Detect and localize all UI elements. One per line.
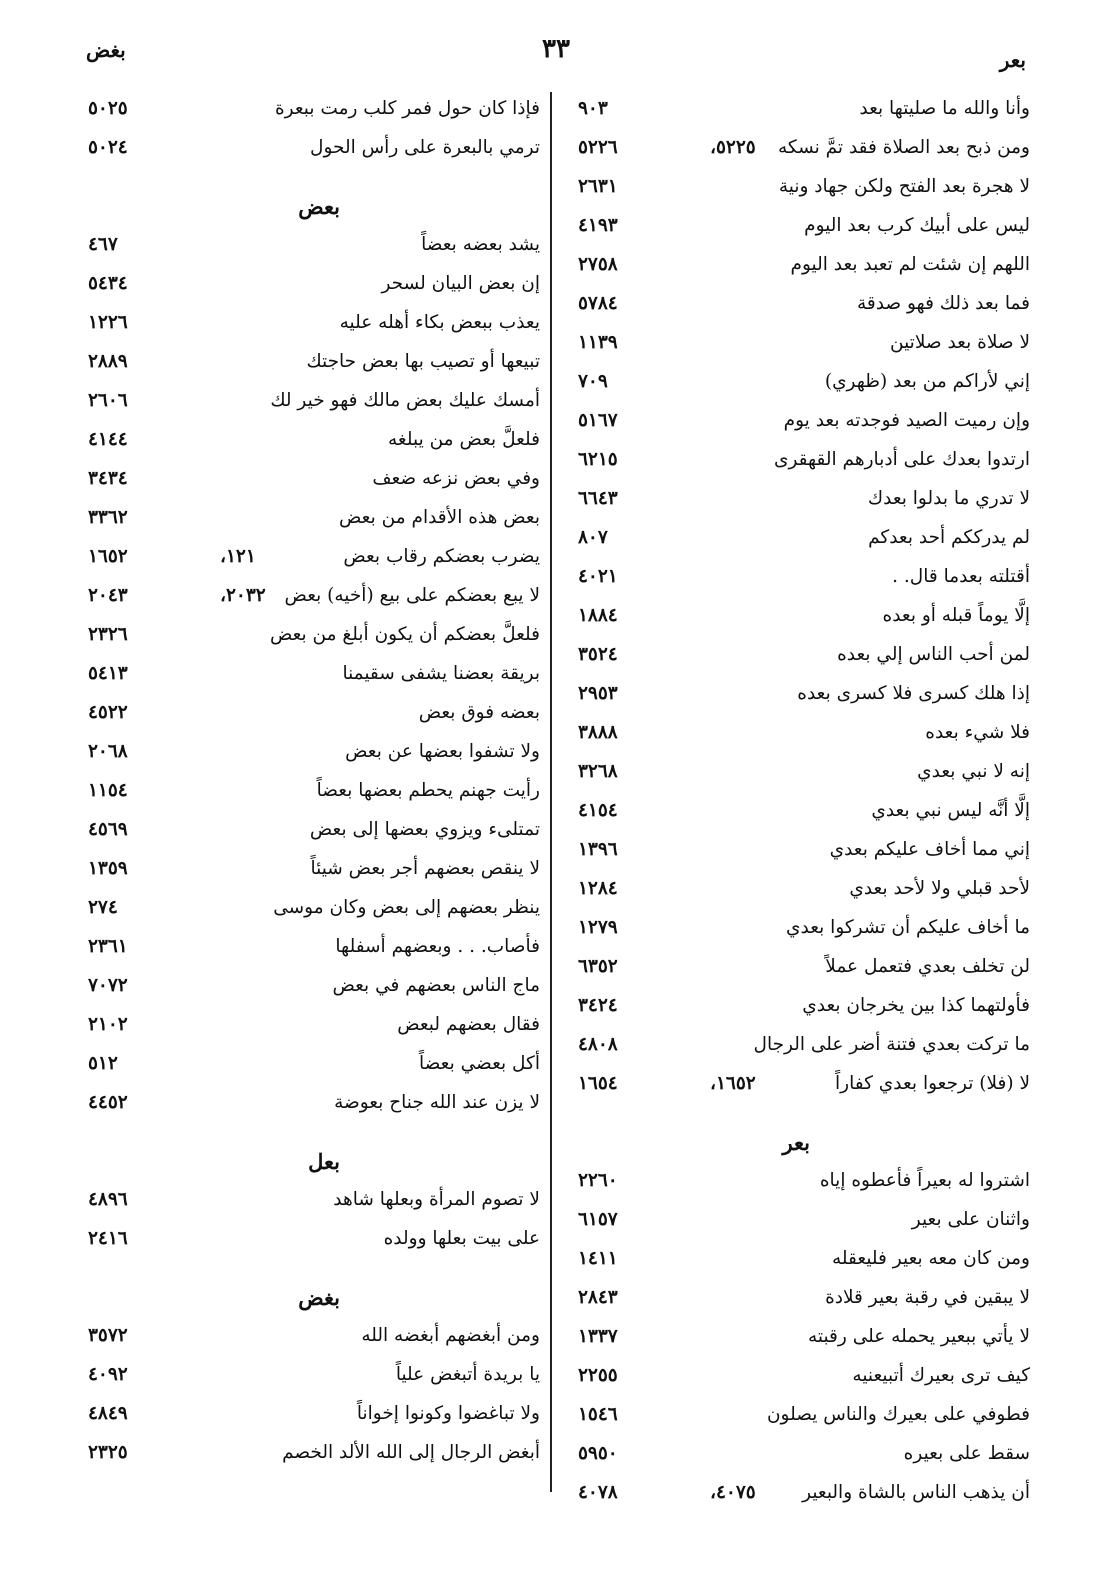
index-entry [570, 133, 1030, 172]
entry-text: إلَّا يوماً قبله أو بعده [882, 605, 1030, 626]
index-entry [80, 425, 540, 464]
index-entry [570, 718, 1030, 757]
entry-hadith-number: ٥٤١٣ [88, 663, 128, 684]
entry-text: بريقة بعضنا يشفى سقيمنا [342, 663, 540, 684]
entry-text: أمسك عليك بعض مالك فهو خير لك [270, 390, 540, 411]
entry-text: سقط على بعيره [903, 1443, 1030, 1464]
entry-text: ارتدوا بعدك على أدبارهم القهقرى [773, 449, 1030, 470]
entry-hadith-number: ٢٢٥٥ [578, 1365, 618, 1386]
index-entry [570, 1361, 1030, 1400]
entry-text: اشتروا له بعيراً فأعطوه إياه [819, 1170, 1030, 1191]
entry-hadith-number: ٤٨٩٦ [88, 1189, 128, 1210]
index-entry [570, 211, 1030, 250]
entry-text: لا ينقص بعضهم أجر بعض شيئاً [310, 858, 540, 879]
entry-hadith-number: ٥٠٢٥ [88, 98, 128, 119]
entry-hadith-number: ٣٥٧٢ [88, 1325, 128, 1346]
index-entry [80, 581, 540, 620]
index-entry [80, 854, 540, 893]
index-entry [570, 406, 1030, 445]
entry-text: فقال بعضهم لبعض [397, 1014, 540, 1035]
entry-hadith-number: ٤٨٠٨ [578, 1034, 618, 1055]
index-entry [570, 640, 1030, 679]
right-column [570, 94, 1030, 1517]
entry-hadith-number: ٥١٦٧ [578, 410, 618, 431]
entry-hadith-number: ١٨٨٤ [578, 605, 618, 626]
section-gap [80, 1263, 540, 1277]
entry-text: لا يبع بعضكم على بيع (أخيه) بعض [284, 585, 540, 606]
entry-hadith-number: ٢٣٦١ [88, 936, 128, 957]
entry-hadith-number: ٢٨٤٣ [578, 1287, 618, 1308]
index-entry [80, 971, 540, 1010]
index-entry [570, 1400, 1030, 1439]
entry-text: لا صلاة بعد صلاتين [890, 332, 1030, 353]
index-entry [80, 659, 540, 698]
index-entry [80, 932, 540, 971]
entry-hadith-number: ٣٨٨٨ [578, 722, 618, 743]
entry-hadith-number: ٢٧٥٨ [578, 254, 618, 275]
entry-text: يا بريدة أتبغض علياً [395, 1364, 540, 1385]
index-entry [570, 1244, 1030, 1283]
index-entry [570, 601, 1030, 640]
entry-hadith-number: ٢٣٢٦ [88, 624, 128, 645]
entry-extra-number: ١٢١، [220, 546, 256, 567]
entry-text: لا (فلا) ترجعوا بعدي كفاراً [835, 1073, 1030, 1094]
index-entry [80, 1185, 540, 1224]
index-entry [80, 542, 540, 581]
entry-text: على بيت بعلها وولده [383, 1228, 540, 1249]
index-entry [80, 464, 540, 503]
entry-hadith-number: ١٦٥٢ [88, 546, 128, 567]
entry-text: ما أخاف عليكم أن تشركوا بعدي [786, 917, 1030, 938]
entry-text: ترمي بالبعرة على رأس الحول [310, 137, 540, 158]
entry-hadith-number: ٤١٥٤ [578, 800, 618, 821]
entry-hadith-number: ٥٠٢٤ [88, 137, 128, 158]
entry-text: لأحد قبلي ولا لأحد بعدي [849, 878, 1030, 899]
index-entry [80, 308, 540, 347]
entry-text: لا يبقين في رقبة بعير قلادة [825, 1287, 1030, 1308]
entry-hadith-number: ٢٣٢٥ [88, 1442, 128, 1463]
entry-text: فلعلَّ بعض من يبلغه [388, 429, 540, 450]
entry-hadith-number: ٦٣٥٢ [578, 956, 618, 977]
section-heading [80, 1141, 540, 1185]
index-entry [80, 1360, 540, 1399]
entry-hadith-number: ١١٣٩ [578, 332, 618, 353]
entry-text: كيف ترى بعيرك أتبيعنيه [852, 1365, 1030, 1386]
entry-hadith-number: ١٢٨٤ [578, 878, 618, 899]
index-entry [570, 367, 1030, 406]
header-left-keyword: بغض [86, 38, 126, 62]
index-entry [80, 503, 540, 542]
entry-text: لا تصوم المرأة وبعلها شاهد [333, 1189, 540, 1210]
entry-extra-number: ٢٠٣٢، [220, 585, 266, 606]
entry-hadith-number: ٢٦٠٦ [88, 390, 128, 411]
entry-text: إلَّا أنَّه ليس نبي بعدي [871, 800, 1030, 821]
section-gap [80, 1127, 540, 1141]
entry-text: وإن رميت الصيد فوجدته بعد يوم [783, 410, 1030, 431]
index-entry [570, 1322, 1030, 1361]
entry-text: فطوفي على بعيرك والناس يصلون [766, 1404, 1030, 1425]
entry-text: أقتلته بعدما قال. . [892, 566, 1030, 587]
entry-text: اللهم إن شئت لم تعبد بعد اليوم [790, 254, 1030, 275]
index-entry [80, 133, 540, 172]
section-heading-label: بعض [298, 194, 340, 219]
column-divider [550, 92, 552, 1492]
index-entry [570, 1439, 1030, 1478]
entry-text: بعضه فوق بعض [418, 702, 540, 723]
index-entry [570, 328, 1030, 367]
entry-text: لا تدري ما بدلوا بعدك [867, 488, 1030, 509]
index-entry [570, 835, 1030, 874]
entry-hadith-number: ١٤١١ [578, 1248, 618, 1269]
index-entry [570, 913, 1030, 952]
index-entry [80, 269, 540, 308]
left-column [80, 94, 540, 1477]
entry-text: واثنان على بعير [911, 1209, 1030, 1230]
index-entry [570, 445, 1030, 484]
entry-hadith-number: ١٥٤٦ [578, 1404, 618, 1425]
entry-extra-number: ٤٠٧٥، [710, 1482, 756, 1503]
entry-text: ولا تشفوا بعضها عن بعض [345, 741, 540, 762]
index-entry [570, 250, 1030, 289]
index-entry [570, 1166, 1030, 1205]
index-entry [80, 1399, 540, 1438]
entry-hadith-number: ٤٥٢٢ [88, 702, 128, 723]
entry-hadith-number: ٦٢١٥ [578, 449, 618, 470]
index-entry [80, 815, 540, 854]
entry-hadith-number: ٣٤٢٤ [578, 995, 618, 1016]
index-entry [570, 991, 1030, 1030]
entry-hadith-number: ٣٣٦٢ [88, 507, 128, 528]
entry-hadith-number: ٢٦٣١ [578, 176, 618, 197]
entry-text: تبيعها أو تصيب بها بعض حاجتك [306, 351, 540, 372]
entry-hadith-number: ٤٨٤٩ [88, 1403, 128, 1424]
index-entry [80, 737, 540, 776]
entry-text: ماج الناس بعضهم في بعض [332, 975, 540, 996]
entry-text: إن بعض البيان لسحر [381, 273, 540, 294]
entry-hadith-number: ٢٩٥٣ [578, 683, 618, 704]
index-entry [570, 1205, 1030, 1244]
index-entry [80, 386, 540, 425]
entry-text: أن يذهب الناس بالشاة والبعير [802, 1482, 1030, 1503]
entry-text: ليس على أبيك كرب بعد اليوم [804, 215, 1030, 236]
index-entry [570, 1283, 1030, 1322]
entry-text: فإذا كان حول فمر كلب رمت ببعرة [274, 98, 540, 119]
entry-hadith-number: ٨٠٧ [578, 527, 608, 548]
index-entry [80, 1438, 540, 1477]
entry-hadith-number: ١٢٧٩ [578, 917, 618, 938]
entry-hadith-number: ٥٤٣٤ [88, 273, 128, 294]
page-number: ٣٣ [542, 34, 570, 64]
entry-text: إنه لا نبي بعدي [917, 761, 1030, 782]
entry-text: تمتلىء ويزوي بعضها إلى بعض [309, 819, 540, 840]
entry-hadith-number: ٣٢٦٨ [578, 761, 618, 782]
section-gap [570, 1108, 1030, 1122]
entry-text: ومن أبغضهم أبغضه الله [361, 1325, 540, 1346]
entry-text: فلعلَّ بعضكم أن يكون أبلغ من بعض [269, 624, 540, 645]
entry-text: ومن كان معه بعير فليعقله [832, 1248, 1030, 1269]
entry-text: وفي بعض نزعه ضعف [372, 468, 540, 489]
entry-hadith-number: ٢١٠٢ [88, 1014, 128, 1035]
entry-hadith-number: ٥٢٢٦ [578, 137, 618, 158]
entry-hadith-number: ١١٥٤ [88, 780, 128, 801]
entry-hadith-number: ٢٠٤٣ [88, 585, 128, 606]
section-heading-label: بغض [298, 1285, 340, 1310]
index-entry [80, 1049, 540, 1088]
index-entry [570, 1478, 1030, 1517]
entry-text: أكل بعضي بعضاً [418, 1053, 540, 1074]
index-entry [80, 893, 540, 932]
entry-hadith-number: ٣٥٢٤ [578, 644, 618, 665]
index-entry [80, 698, 540, 737]
entry-text: ولا تباغضوا وكونوا إخواناً [356, 1403, 540, 1424]
entry-text: ومن ذبح بعد الصلاة فقد تمَّ نسكه [777, 137, 1030, 158]
entry-hadith-number: ٤٠٢١ [578, 566, 618, 587]
index-entry [80, 620, 540, 659]
index-entry [570, 1030, 1030, 1069]
entry-text: بعض هذه الأقدام من بعض [339, 507, 540, 528]
header-right-keyword: بعر [999, 48, 1026, 72]
entry-text: أبغض الرجال إلى الله الألد الخصم [282, 1442, 540, 1463]
section-heading [570, 1122, 1030, 1166]
section-gap [80, 172, 540, 186]
index-entry [80, 776, 540, 815]
entry-hadith-number: ٥٩٥٠ [578, 1443, 618, 1464]
entry-text: لا يأتي ببعير يحمله على رقبته [807, 1326, 1030, 1347]
index-entry [570, 796, 1030, 835]
entry-hadith-number: ٤٠٧٨ [578, 1482, 618, 1503]
entry-text: فأولتهما كذا بين يخرجان بعدي [802, 995, 1030, 1016]
entry-text: ينظر بعضهم إلى بعض وكان موسى [273, 897, 540, 918]
entry-hadith-number: ٤٥٦٩ [88, 819, 128, 840]
entry-hadith-number: ٤٠٩٢ [88, 1364, 128, 1385]
entry-text: وأنا والله ما صليتها بعد [859, 98, 1030, 119]
index-entry [570, 289, 1030, 328]
entry-hadith-number: ٢٧٤ [88, 897, 118, 918]
entry-text: إني لأراكم من بعد (ظهري) [824, 371, 1030, 392]
entry-hadith-number: ٦٦٤٣ [578, 488, 618, 509]
entry-text: يشد بعضه بعضاً [421, 234, 540, 255]
entry-hadith-number: ١٣٩٦ [578, 839, 618, 860]
section-heading-label: بعل [308, 1149, 340, 1174]
entry-text: إني مما أخاف عليكم بعدي [829, 839, 1030, 860]
entry-hadith-number: ١٦٥٤ [578, 1073, 618, 1094]
index-entry [80, 230, 540, 269]
entry-hadith-number: ٧٠٩ [578, 371, 608, 392]
entry-hadith-number: ٤١٤٤ [88, 429, 128, 450]
section-heading [80, 1277, 540, 1321]
entry-text: يضرب بعضكم رقاب بعض [343, 546, 540, 567]
entry-text: فما بعد ذلك فهو صدقة [856, 293, 1030, 314]
index-entry [80, 347, 540, 386]
entry-text: لن تخلف بعدي فتعمل عملاً [825, 956, 1030, 977]
entry-hadith-number: ٣٤٣٤ [88, 468, 128, 489]
entry-extra-number: ١٦٥٢، [710, 1073, 756, 1094]
entry-text: لا هجرة بعد الفتح ولكن جهاد ونية [778, 176, 1030, 197]
entry-text: فأصاب. . . وبعضهم أسفلها [335, 936, 540, 957]
entry-hadith-number: ٧٠٧٢ [88, 975, 128, 996]
entry-text: ما تركت بعدي فتنة أضر على الرجال [753, 1034, 1030, 1055]
entry-text: لم يدرككم أحد بعدكم [868, 527, 1030, 548]
entry-hadith-number: ٤١٩٣ [578, 215, 618, 236]
entry-hadith-number: ٢٠٦٨ [88, 741, 128, 762]
entry-extra-number: ٥٢٢٥، [710, 137, 756, 158]
entry-hadith-number: ١٣٣٧ [578, 1326, 618, 1347]
entry-hadith-number: ١٣٥٩ [88, 858, 128, 879]
entry-hadith-number: ٥١٢ [88, 1053, 118, 1074]
index-entry [570, 94, 1030, 133]
entry-hadith-number: ٤٤٥٢ [88, 1092, 128, 1113]
entry-text: فلا شيء بعده [925, 722, 1030, 743]
index-entry [570, 562, 1030, 601]
entry-text: لمن أحب الناس إلي بعده [837, 644, 1030, 665]
index-entry [80, 1088, 540, 1127]
entry-hadith-number: ٤٦٧ [88, 234, 118, 255]
section-heading-label: بعر [782, 1130, 810, 1155]
entry-hadith-number: ٩٠٣ [578, 98, 608, 119]
index-entry [80, 1224, 540, 1263]
section-heading [80, 186, 540, 230]
index-entry [570, 757, 1030, 796]
index-entry [80, 1010, 540, 1049]
entry-hadith-number: ٢٢٦٠ [578, 1170, 618, 1191]
entry-text: رأيت جهنم يحطم بعضها بعضاً [316, 780, 540, 801]
index-entry [570, 484, 1030, 523]
index-entry [570, 679, 1030, 718]
entry-text: يعذب ببعض بكاء أهله عليه [339, 312, 540, 333]
entry-hadith-number: ٢٤١٦ [88, 1228, 128, 1249]
entry-text: لا يزن عند الله جناح بعوضة [334, 1092, 540, 1113]
entry-hadith-number: ٢٨٨٩ [88, 351, 128, 372]
entry-hadith-number: ١٢٢٦ [88, 312, 128, 333]
index-entry [570, 172, 1030, 211]
index-entry [570, 1069, 1030, 1108]
entry-text: إذا هلك كسرى فلا كسرى بعده [797, 683, 1030, 704]
index-entry [570, 523, 1030, 562]
entry-hadith-number: ٦١٥٧ [578, 1209, 618, 1230]
index-entry [80, 1321, 540, 1360]
index-entry [80, 94, 540, 133]
entry-hadith-number: ٥٧٨٤ [578, 293, 618, 314]
index-entry [570, 952, 1030, 991]
index-entry [570, 874, 1030, 913]
